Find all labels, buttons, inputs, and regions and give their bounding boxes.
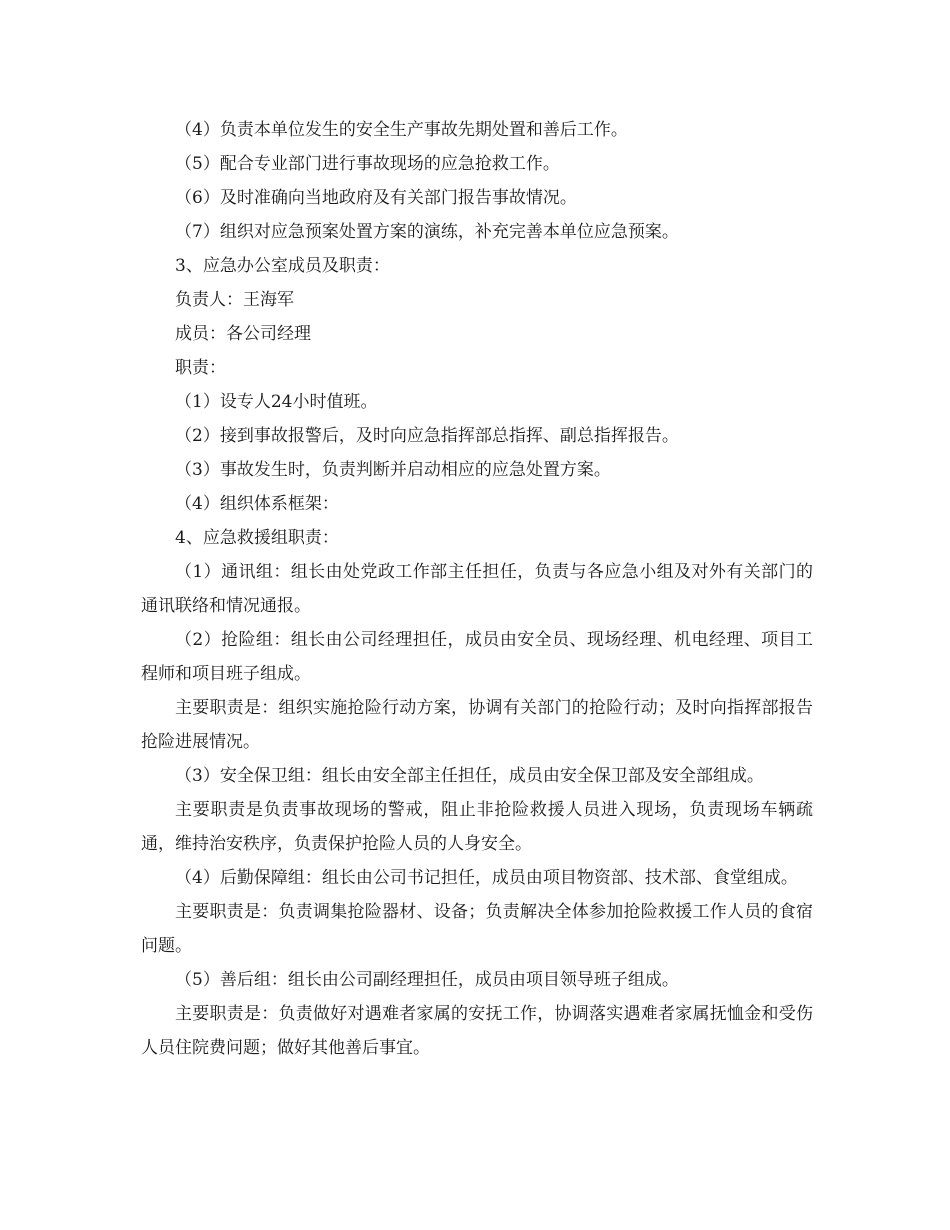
paragraph: 主要职责是负责事故现场的警戒，阻止非抢险救援人员进入现场，负责现场车辆疏通，维持治安秩序，负责保护抢险人员的人身安全。 [141,800,813,854]
section-heading: 3、应急办公室成员及职责： [175,256,390,276]
paragraph: 主要职责是：负责调集抢险器材、设备；负责解决全体参加抢险救援工作人员的食宿问题。 [141,902,813,956]
paragraph: （3）事故发生时，负责判断并启动相应的应急处置方案。 [175,460,611,480]
paragraph: （2）抢险组：组长由公司经理担任，成员由安全员、现场经理、机电经理、项目工程师和项目班子组成。 [141,630,813,684]
paragraph: （1）设专人24小时值班。 [175,392,378,412]
paragraph: （1）通讯组：组长由处党政工作部主任担任，负责与各应急小组及对外有关部门的通讯联络和情况通报。 [141,562,813,616]
paragraph: （5）善后组：组长由公司副经理担任，成员由项目领导班子组成。 [175,970,679,990]
paragraph: 职责： [175,358,226,378]
paragraph: （4）组织体系框架： [175,494,339,514]
paragraph: （4）后勤保障组：组长由公司书记担任，成员由项目物资部、技术部、食堂组成。 [175,868,798,888]
paragraph: （5）配合专业部门进行事故现场的应急抢救工作。 [175,154,560,174]
paragraph: （7）组织对应急预案处置方案的演练，补充完善本单位应急预案。 [175,222,679,242]
document-body [141,113,813,1065]
paragraph: （6）及时准确向当地政府及有关部门报告事故情况。 [175,188,577,208]
paragraph: （2）接到事故报警后，及时向应急指挥部总指挥、副总指挥报告。 [175,426,679,446]
paragraph: 负责人：王海军 [175,290,294,310]
section-heading: 4、应急救援组职责： [175,528,339,548]
paragraph: 主要职责是：负责做好对遇难者家属的安抚工作，协调落实遇难者家属抚恤金和受伤人员住院费问题；做好其他善后事宜。 [141,1004,813,1058]
paragraph: 成员：各公司经理 [175,324,311,344]
paragraph: （3）安全保卫组：组长由安全部主任担任，成员由安全保卫部及安全部组成。 [175,766,764,786]
paragraph: 主要职责是：组织实施抢险行动方案，协调有关部门的抢险行动；及时向指挥部报告抢险进展情况。 [141,698,813,752]
paragraph: （4）负责本单位发生的安全生产事故先期处置和善后工作。 [175,120,628,140]
